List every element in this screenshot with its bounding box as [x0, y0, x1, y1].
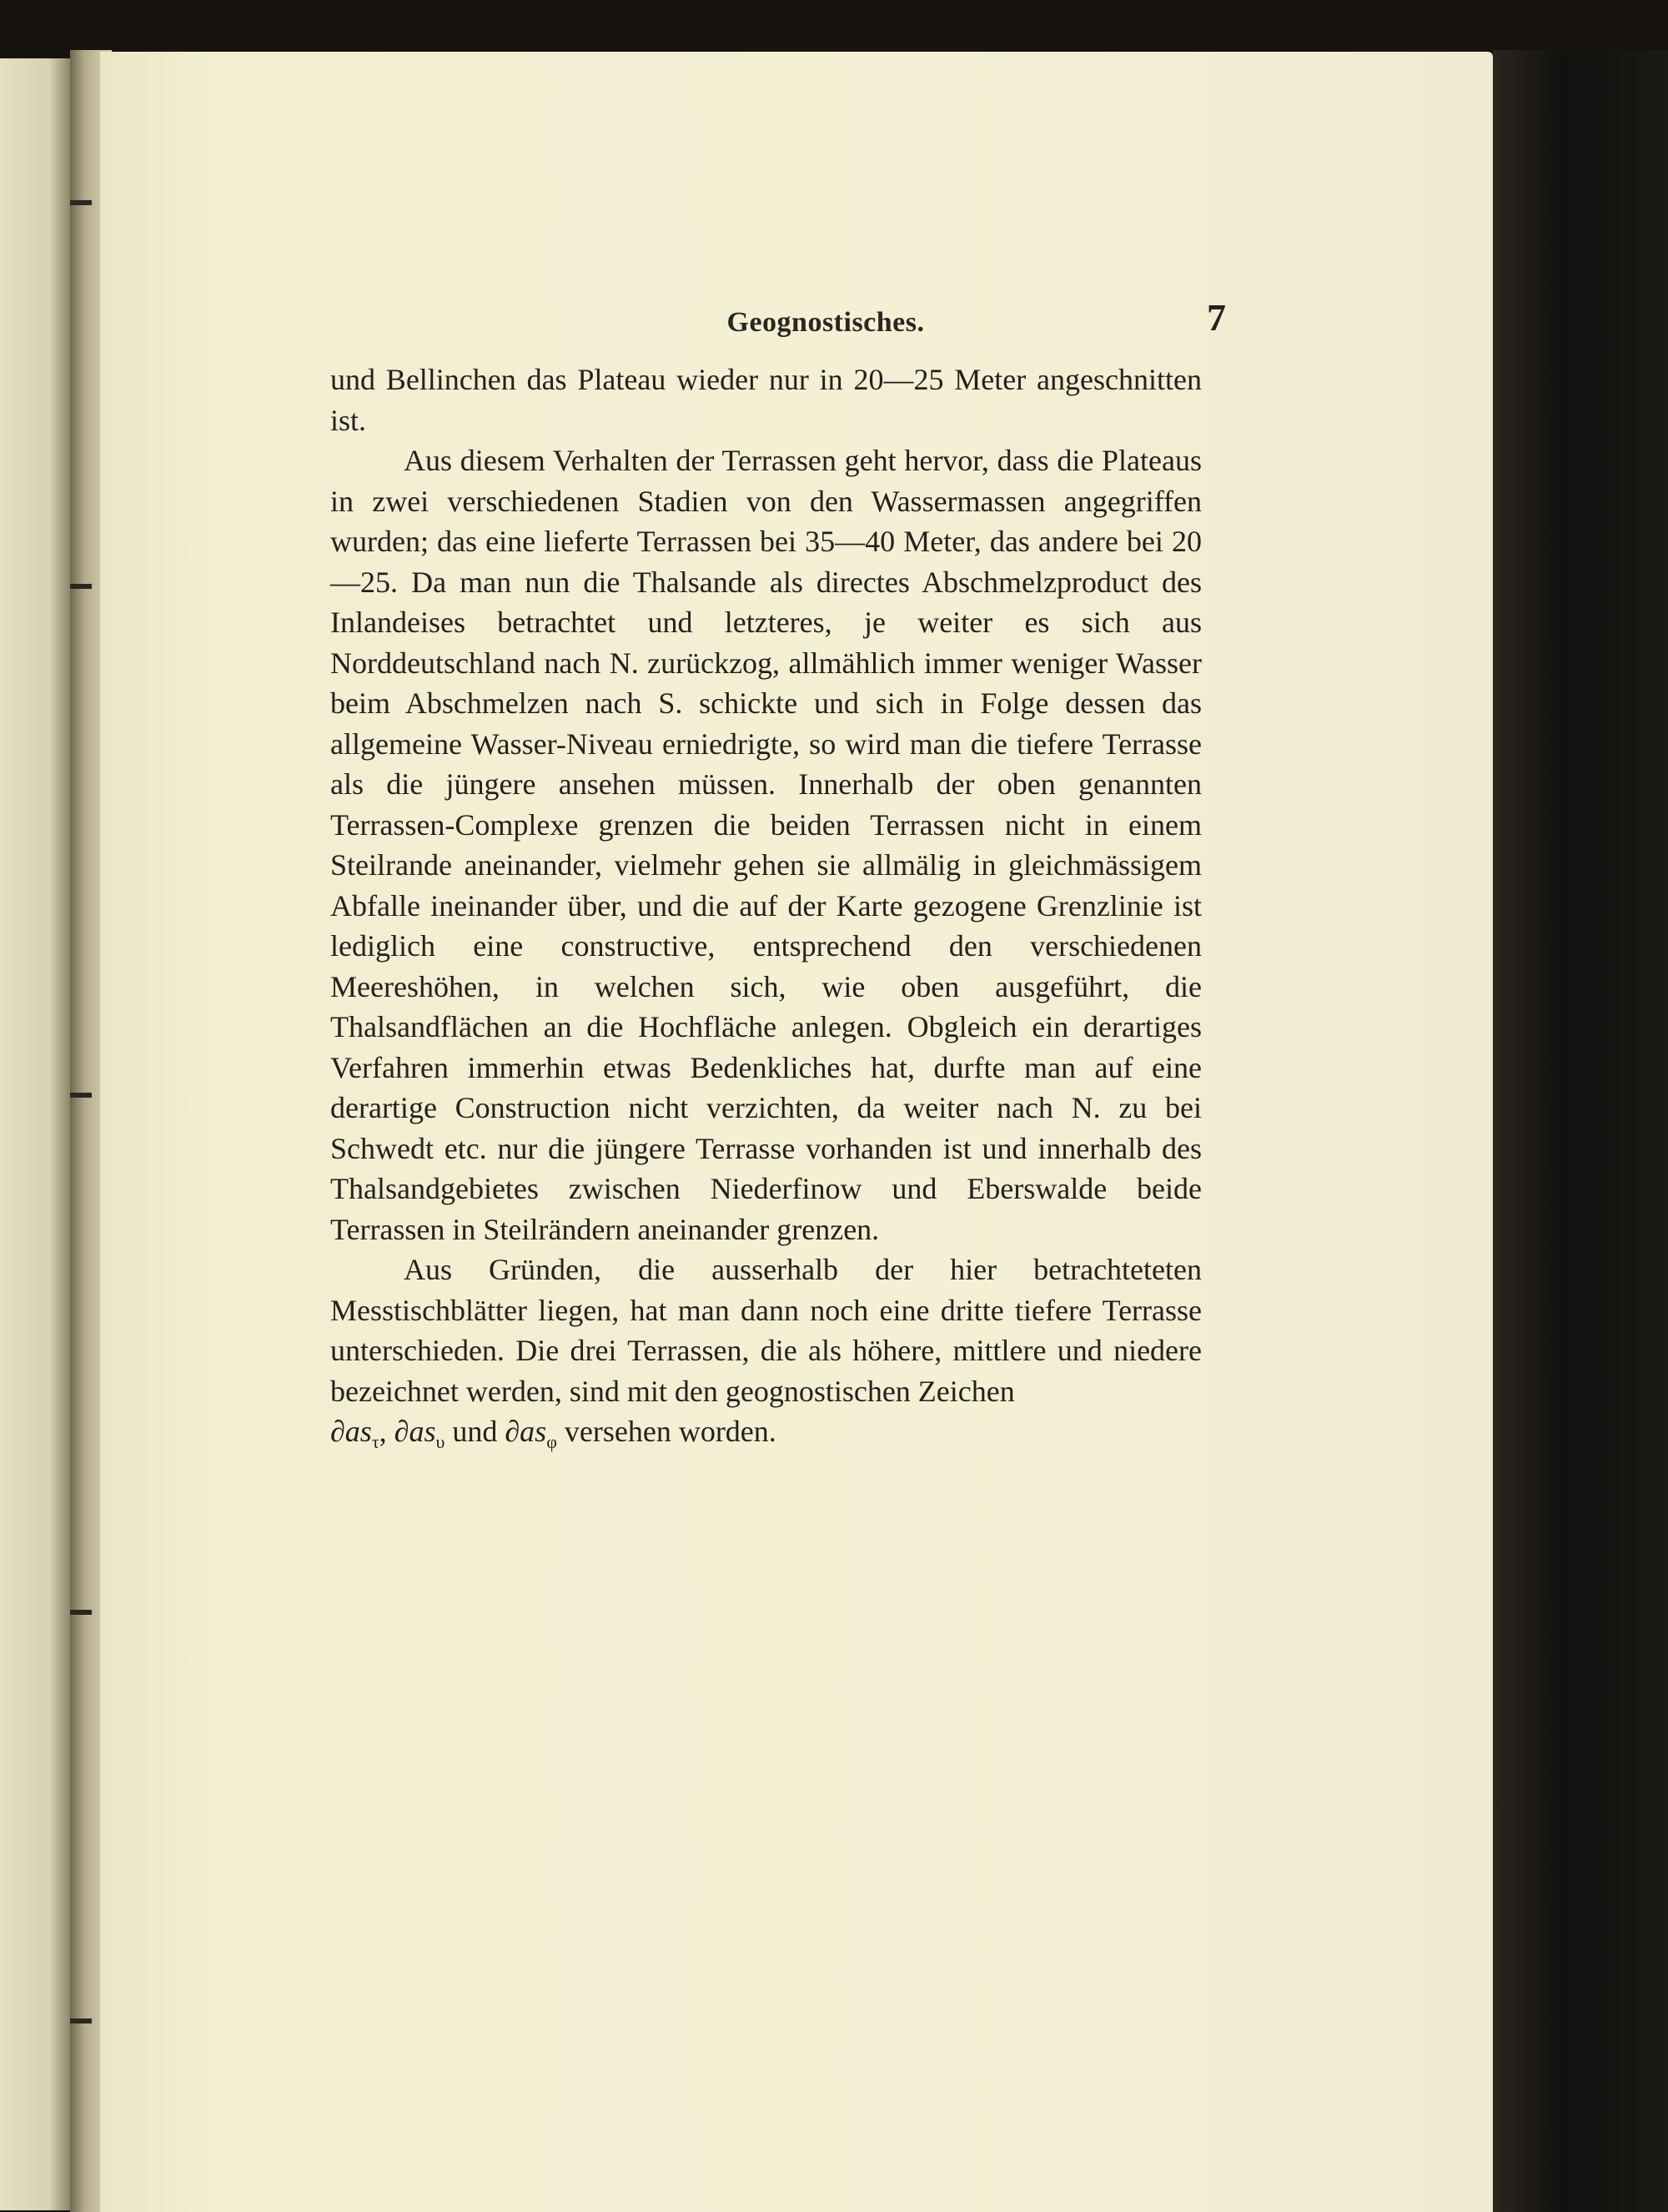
symbol-middle-terrace: $\partial as_\upsilon$	[394, 1415, 445, 1452]
book-cover-edge	[1493, 50, 1668, 2212]
symbol-lower-terrace: $\partial as_\varphi$	[505, 1415, 557, 1452]
geognostic-symbols-line: $\partial as_\tau$, $\partial as_\upsilon$ und $\partial as_\varphi$ versehen worden.	[330, 1415, 776, 1452]
binding-thread-mark	[70, 1610, 92, 1615]
body-text	[330, 359, 1202, 1463]
paragraph: Aus diesem Verhalten der Terrassen geht hervor, dass die Plateaus in zwei verschiedenen Stadien von den Wassermassen angegriffen wurden; das eine lieferte Terrassen bei 35—40 Meter, das andere bei 20—25. Da man nun die Thalsande als directes Abschmelzproduct des Inlandeises betrachtet und letzteres, je weiter es sich aus Norddeutschland nach N. zurückzog, allmählich immer weniger Wasser beim Abschmelzen nach S. schickte und sich in Folge dessen das allgemeine Wasser-Niveau erniedrigte, so wird man die tiefere Terrasse als die jüngere ansehen müssen. Innerhalb der oben genannten Terrassen-Complexe grenzen die beiden Terrassen nicht in einem Steilrande aneinander, vielmehr gehen sie allmälig in gleichmässigem Abfalle ineinander über, und die auf der Karte gezogene Grenzlinie ist lediglich eine constructive, entsprechend den verschiedenen Meereshöhen, in welchen sich, wie oben ausgeführt, die Thalsandflächen an die Hochfläche anlegen. Obgleich ein derartiges Verfahren immerhin etwas Bedenkliches hat, durfte man auf eine derartige Construction nicht verzichten, da weiter nach N. zu bei Schwedt etc. nur die jüngere Terrasse vorhanden ist und innerhalb des Thalsandgebietes zwischen Niederfinow und Eberswalde beide Terrassen in Steilrändern aneinander grenzen.	[330, 444, 1202, 1246]
running-head: Geognostisches.	[726, 307, 925, 338]
left-page-edge	[0, 58, 70, 2210]
binding-thread-mark	[70, 200, 92, 205]
paragraph: Aus Gründen, die ausserhalb der hier betrachteteten Messtischblätter liegen, hat man dann noch eine dritte tiefere Terrasse unterschieden. Die drei Terrassen, die als höhere, mittlere und niedere bezeichnet werden, sind mit den geognostischen Zeichen	[330, 1253, 1202, 1408]
symbol-higher-terrace: $\partial as_\tau$	[330, 1415, 379, 1452]
page-number: 7	[1207, 296, 1226, 339]
binding-thread-mark	[70, 2018, 92, 2023]
page-header	[100, 296, 1493, 342]
binding-thread-mark	[70, 584, 92, 589]
paragraph: und Bellinchen das Plateau wieder nur in 20—25 Meter angeschnitten ist.	[330, 363, 1202, 437]
binding-thread-mark	[70, 1093, 92, 1098]
